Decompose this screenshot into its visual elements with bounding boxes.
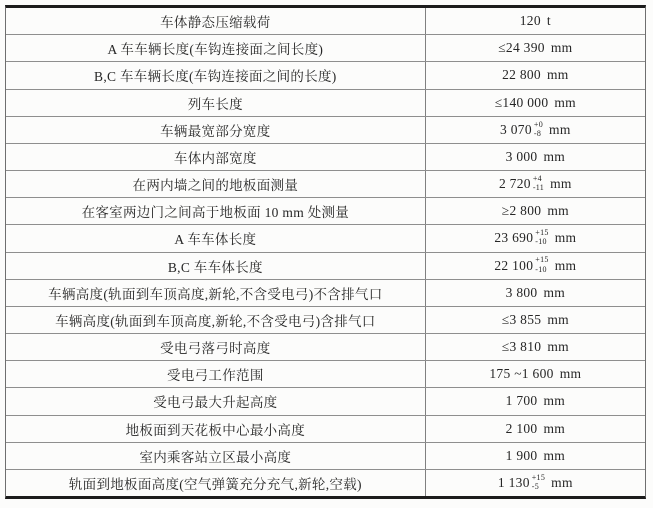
spec-value (426, 90, 645, 116)
spec-unit: t (546, 13, 551, 29)
spec-value (426, 307, 645, 333)
spec-value-number: 175 ~1 600 (489, 366, 554, 382)
spec-unit: mm (554, 230, 577, 246)
spec-unit: mm (550, 176, 572, 192)
spec-value (426, 361, 645, 387)
tolerance-lower: -5 (531, 482, 540, 491)
spec-table (5, 5, 646, 499)
spec-value (426, 443, 645, 469)
spec-label: 受电弓最大升起高度 (6, 388, 426, 414)
spec-unit: mm (547, 203, 569, 219)
spec-value-number: 1 130 (497, 475, 530, 490)
spec-unit: mm (543, 447, 566, 463)
spec-value-number: 22 100 (494, 257, 534, 273)
table-row (6, 470, 645, 496)
spec-label: 地板面到天花板中心最小高度 (6, 416, 426, 442)
spec-unit: mm (543, 284, 566, 300)
spec-value-number: ≤140 000 (494, 94, 549, 110)
spec-unit: mm (547, 311, 569, 327)
spec-value-number: 3 070 (500, 121, 532, 137)
table-row (6, 198, 645, 225)
spec-unit: mm (549, 121, 571, 137)
spec-label: 轨面到地板面高度(空气弹簧充分充气,新轮,空载) (6, 470, 426, 496)
spec-unit: mm (551, 475, 573, 490)
spec-label: B,C 车车辆长度(车钩连接面之间的长度) (6, 62, 426, 88)
tolerance-stack (532, 473, 545, 491)
spec-unit: mm (543, 393, 566, 409)
spec-value-number: 1 700 (505, 393, 538, 409)
spec-label: 受电弓落弓时高度 (6, 334, 426, 360)
spec-unit: mm (554, 257, 577, 273)
spec-value (426, 8, 645, 34)
spec-label: 受电弓工作范围 (6, 361, 426, 387)
spec-value (426, 416, 645, 442)
table-row (6, 117, 645, 144)
spec-label: 在两内墙之间的地板面测量 (6, 171, 426, 197)
spec-value (426, 470, 645, 496)
tolerance-lower: -10 (535, 264, 547, 274)
table-row (6, 416, 645, 443)
spec-value-number: 3 800 (505, 284, 538, 300)
tolerance-lower: -8 (533, 128, 542, 138)
spec-value-number: ≤3 855 (501, 311, 542, 327)
tolerance-stack (535, 228, 548, 246)
spec-unit: mm (554, 94, 576, 110)
spec-value (426, 117, 645, 143)
spec-value (426, 334, 645, 360)
table-row (6, 388, 645, 415)
table-row (6, 307, 645, 334)
spec-value-number: 120 (519, 13, 541, 29)
spec-value (426, 280, 645, 306)
table-row (6, 443, 645, 470)
spec-label: B,C 车车体长度 (6, 253, 426, 279)
table-row (6, 225, 645, 252)
tolerance-upper: +0 (533, 119, 544, 129)
spec-label: 室内乘客站立区最小高度 (6, 443, 426, 469)
spec-value (426, 253, 645, 279)
spec-unit: mm (543, 148, 566, 164)
spec-unit: mm (550, 40, 573, 56)
table-row (6, 90, 645, 117)
spec-unit: mm (547, 339, 569, 355)
tolerance-lower: -10 (535, 237, 547, 247)
table-row (6, 62, 645, 89)
spec-label: 在客室两边门之间高于地板面 10 mm 处测量 (6, 198, 426, 224)
spec-label: 车辆高度(轨面到车顶高度,新轮,不含受电弓)含排气口 (6, 307, 426, 333)
tolerance-upper: +4 (532, 173, 542, 183)
tolerance-upper: +15 (531, 472, 546, 482)
table-row (6, 8, 645, 35)
tolerance-stack (534, 120, 543, 138)
table-row (6, 171, 645, 198)
table-row (6, 280, 645, 307)
spec-label: 车辆最宽部分宽度 (6, 117, 426, 143)
table-row (6, 361, 645, 388)
spec-value-number: 3 000 (505, 148, 538, 164)
spec-value (426, 171, 645, 197)
spec-value-number: 23 690 (494, 230, 534, 246)
spec-label: A 车车体长度 (6, 225, 426, 251)
spec-value (426, 35, 645, 61)
spec-label: A 车车辆长度(车钩连接面之间长度) (6, 35, 426, 61)
spec-unit: mm (543, 420, 566, 436)
spec-label: 车体内部宽度 (6, 144, 426, 170)
spec-value-number: 22 800 (502, 67, 541, 83)
table-row (6, 35, 645, 62)
spec-value (426, 225, 645, 251)
table-row (6, 253, 645, 280)
spec-value-number: 1 900 (505, 447, 538, 463)
table-row (6, 334, 645, 361)
spec-value (426, 388, 645, 414)
spec-value-number: 2 100 (505, 420, 538, 436)
tolerance-stack (533, 174, 544, 192)
spec-value-number: ≤3 810 (501, 339, 542, 355)
spec-label: 列车长度 (6, 90, 426, 116)
spec-value-number: ≤24 390 (498, 40, 545, 56)
tolerance-upper: +15 (535, 255, 549, 265)
spec-value (426, 62, 645, 88)
spec-unit: mm (547, 67, 569, 83)
table-row (6, 144, 645, 171)
spec-value-number: 2 720 (498, 176, 531, 192)
spec-value (426, 144, 645, 170)
spec-value-number: ≥2 800 (501, 203, 542, 219)
tolerance-upper: +15 (535, 228, 549, 238)
spec-unit: mm (559, 366, 582, 382)
spec-value (426, 198, 645, 224)
tolerance-stack (535, 255, 548, 273)
spec-label: 车辆高度(轨面到车顶高度,新轮,不含受电弓)不含排气口 (6, 280, 426, 306)
tolerance-lower: -11 (532, 183, 545, 193)
spec-label: 车体静态压缩载荷 (6, 8, 426, 34)
